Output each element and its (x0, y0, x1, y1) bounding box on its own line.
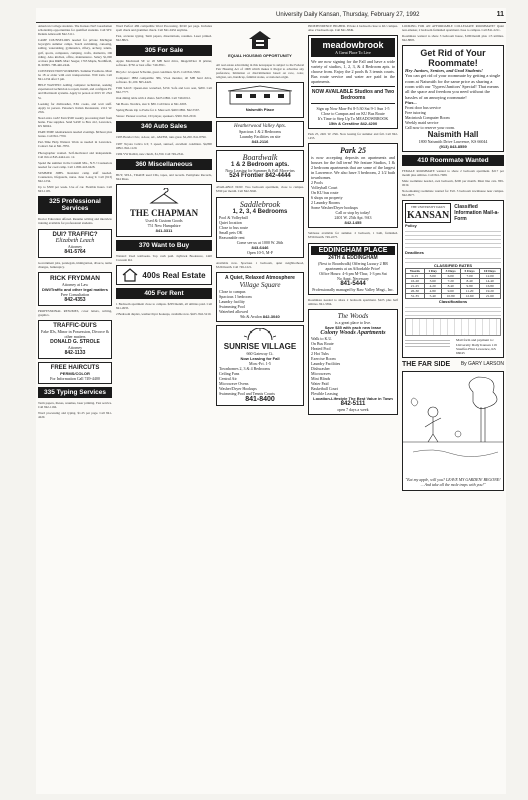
park25-title: Park 25 (340, 146, 366, 156)
ad-text: Computer: IBM compatible 386, VGA monitor, 40 MB hard drive, software. $1,100. 865-4422. (116, 75, 212, 84)
chapman-hanger-icon (149, 188, 179, 206)
classified-text (116, 59, 212, 118)
heatherwood-note: Laundry Facilities on site (239, 134, 281, 140)
park25-address: 2401 W. 25th Apt. 9A3 (334, 215, 372, 221)
ad-text: CAMP COUNSELORS needed for private Michigan boys/girls summer camps. Teach swimming, canoeing, sailing, waterskiing, gymnastics, riflery, archery, tennis, golf, sports, computers, camping, crafts, dramatics, OR riding. Also kitchen, office, maintenance. Salary $1,000 or more plus R&B. Marc Seeger, 1765 Maple, Northfield, IL 60093. 708-446-2444. (38, 38, 112, 67)
feature-item: Microwave Ovens (219, 380, 249, 386)
ad-text: LOOKING FOR AN AFFORDABLE COLLEGIATE ROOMMATE? Quiet non-smoker, 2 bedroom furnished apartment close to campus. Call 841-2211. (402, 24, 504, 33)
ad-text: PART-TIME telemarketers needed evenings. $6/hour plus bonus. Call 841-7700. (38, 130, 112, 139)
table-cell: 14.40 (479, 279, 500, 284)
eddingham-phone: 841-5444 (340, 280, 366, 287)
ad-text: Stereo: Pioneer receiver, CD player, speakers. $300. 843-2019. (116, 114, 197, 119)
ad-text: Looking for dishwasher, P.M. cooks, and wait staff. Apply in person. Paisano's Italian Restaurant, 2112 W. 25th. (38, 101, 112, 114)
section-header-typing: 335 Typing Services (38, 387, 112, 398)
table-cell: 21-25 (406, 284, 425, 289)
classified-text (116, 135, 212, 155)
section-header-roommate-wanted: 410 Roommate Wanted (402, 155, 504, 166)
eddingham-text: (Next to Boardwalk) Offering Luxury 2 BR apartments at an Affordable Price! (318, 260, 388, 271)
ad-text: Roommate needed to share 2 bedroom apartment. $225 plus half utilities. 841-3394. (308, 297, 398, 306)
ad-text: 1984 VW Rabbit, new clutch, $1,350. Call 749-2341. (116, 151, 185, 156)
feature-item: On Bus Route (311, 340, 334, 346)
ad-text: 1 Bedroom apartment close to campus. $295/month, all utilities paid. Call 841-4935. (116, 302, 212, 311)
section-header-for-sale: 305 For Sale (116, 45, 212, 56)
village-address: 9th & Avalon (240, 313, 262, 319)
table-cell: 6.00 (441, 274, 460, 279)
meadowbrook-title: meadowbrook (322, 40, 384, 51)
feature-item: On KU bus route (311, 190, 339, 196)
table-cell: 10.80 (441, 294, 460, 299)
table-cell: 9.60 (441, 289, 460, 294)
table-cell: 31-35 (406, 294, 425, 299)
feature-item: Laundry facility (219, 298, 245, 304)
feature-item: Basketball Court (311, 385, 338, 391)
equal-housing-label: EQUAL HOUSING OPPORTUNITY (228, 53, 292, 58)
naismith-place-title: Naismith Place (245, 107, 275, 113)
feature-item: Close to bus route (219, 224, 248, 230)
far-side-title: THE FAR SIDE (402, 361, 451, 369)
column-5 (402, 24, 504, 792)
table-cell: 8.40 (441, 284, 460, 289)
ad-text: Roommate wanted to share 3 bedroom house, $190/month plus 1/3 utilities. 842-8805. (402, 34, 504, 43)
meadowbrook-phone: 842-4200 (360, 121, 378, 127)
dui-title: DUI? TRAFFIC? (52, 231, 98, 238)
ad-text: Word processing and typing. $1.25 per page. Call 841-4220. (38, 411, 112, 420)
boardwalk-phone: 842-4444 (265, 173, 291, 180)
ad-text: Non-smoking roommate wanted for Fall. 3 bedroom townhouse near campus. 842-9977. (402, 189, 504, 198)
feature-item: Close to campus (219, 288, 246, 294)
dui-role: Attorney (67, 243, 83, 249)
table-cell: 21.60 (479, 294, 500, 299)
heatherwood-phone: 843-2116 (251, 139, 269, 145)
ad-text: AVAILABLE NOW. Two bedroom apartment, close to campus. $390 per month. Call 842-3040. (216, 185, 304, 194)
far-side-caption: "Eat my apple, will you? LEAVE MY GARDEN! BEGONE! ... And take all the mole traps with you!" (405, 477, 501, 488)
woods-tagline: Location-Lifestyle The Best Value in Town (313, 395, 393, 401)
feature-item: Free tutoring (405, 109, 426, 115)
feature-item: Weekly maid service (405, 119, 439, 125)
real-estate-banner (116, 265, 212, 285)
equal-housing-icon (247, 29, 273, 51)
ad-text: PROFESSIONAL RESUMES, cover letters, writing, graphics. (38, 308, 112, 317)
sunrise-hours: Mon.-Fri. 1-5 (249, 360, 271, 366)
traffic-role: Attorney (67, 344, 83, 350)
chapman-ad (116, 184, 212, 237)
roommate-ad-text: You can get rid of your roommate by getting a single room at Naismith for the same price as sharing a room with our 'Typers/Janitors' Special! That means all the space and freedom you need without the hassles of an annoying roommate! (405, 73, 501, 100)
far-side-author: By GARY LARSON (460, 361, 504, 368)
ad-text: Spend the summer in the Catskill Mts., N.Y.! Counselors needed for coed camp. Call 1-800-443-6428. (38, 160, 112, 169)
heatherwood-sub: Spacious 1 & 2 Bedrooms (239, 129, 281, 135)
sunrise-village-ad (216, 325, 304, 406)
village-features (219, 289, 301, 314)
naismith-place-ad (216, 82, 304, 118)
saddlebrook-beds: 1, 2, 3, 4 Bedrooms (232, 208, 288, 215)
haircuts-note: For Information Call 749-4400 (50, 375, 100, 381)
feature-item: Ceiling Fans (219, 370, 240, 376)
sunrise-lease: Now Leasing for Fall (240, 355, 280, 361)
feature-item: Central Air (219, 375, 237, 381)
table-cell: 5.40 (424, 294, 441, 299)
kansan-rates-heading: CLASSIFIED RATES (433, 263, 473, 269)
woods-phone: 842-5111 (340, 400, 366, 407)
saddlebrook-hours: Open 10-5, M-F (246, 249, 274, 255)
section-header-want-to-buy: 370 Want to Buy (116, 240, 212, 251)
roommate-ad-tagline: Hey Juniors, Seniors, and Grad Students! (405, 68, 483, 74)
rates-column-header: 10 Days (479, 269, 500, 274)
boardwalk-lease: Now Leasing for Summer & Fall Move-ins (225, 168, 295, 174)
ad-text: Wanted: Used textbooks. Top cash paid. Jayhawk Bookstore, 1420 Crescent Rd. (116, 253, 212, 263)
rates-table (405, 268, 501, 299)
roommate-ad-features (405, 105, 501, 125)
sunrise-address: 660 Gateway Ct. (246, 350, 274, 356)
mail-to-address: University Daily Kansan 119 Stauffer-Flint Lawrence, KS 66045 (456, 343, 497, 356)
frydman-services: DWI/Traffic and other legal matters (41, 286, 108, 292)
ad-text: Park 25, 2401 W. 25th. Now leasing for summer and fall. Call 842-1455. (308, 132, 398, 141)
table-cell: 7.00 (460, 274, 479, 279)
meadowbrook-tagline: It's Time to Step Up To MEADOWBROOK (317, 116, 389, 122)
sunrise-features (219, 366, 301, 396)
village-square-ad (216, 272, 304, 322)
ad-text: Up to $500 per week. Use of car. Flexible hours. Call 843-1105. (38, 185, 112, 194)
traffic-title: TRAFFIC-DUI'S (53, 322, 97, 329)
eddingham-ad (308, 243, 398, 295)
heatherwood-ad (216, 121, 304, 147)
naismith-hall-title: Naismith Hall (427, 129, 479, 139)
newspaper-page (36, 8, 506, 794)
woods-features (311, 336, 395, 396)
eddingham-hours: Office Hours: 4-6 pm M-Thur, 1-3 pm Sat (319, 270, 387, 276)
feature-item: Waterbed allowed (219, 308, 248, 314)
ad-text: 1987 Toyota Celica GT, 5 speed, sunroof, excellent condition. $4,800 OBO. 842-1120. (116, 141, 212, 150)
dui-name: Elizabeth Leach (55, 237, 95, 244)
traffic-ad (38, 320, 112, 359)
table-cell: 7.20 (441, 279, 460, 284)
frydman-role: Attorney at Law (61, 281, 89, 287)
table-cell: 26-30 (406, 289, 425, 294)
publication-line: University Daily Kansan, Thursday, February 27, 1992 (276, 12, 420, 18)
naismith-roommate-ad (402, 45, 504, 151)
roommate-ad-plus: Plus... (405, 99, 417, 105)
ad-text: American College students. The Kansas Nat'l Guardsmen scholarship opportunities for qualified students. Call SFC Dennis Ainsworth 842-3111. (38, 24, 112, 37)
meadowbrook-address: 15th & Crestline (328, 121, 360, 127)
saddlebrook-address: Come see us at 1000 W. 26th (236, 239, 284, 245)
table-cell: 16-20 (406, 279, 425, 284)
frydman-note: Free Consultation (60, 291, 90, 297)
page-header (36, 8, 506, 23)
table-cell: 11.20 (460, 289, 479, 294)
chapman-address: 751 New Hampshire (147, 222, 181, 228)
saddlebrook-ad (216, 197, 304, 258)
ad-text: Male roommate needed, own bedroom, $200 per month. Must like cats. 865-0019. (402, 179, 504, 188)
mail-to-label: Mail form and payment to: (456, 338, 494, 343)
feature-item: Reasonable rent (219, 234, 245, 240)
kansan-masthead: KANSAN (407, 210, 450, 222)
meadowbrook-availability: NOW AVAILABLE Studios and Two Bedrooms (311, 89, 395, 102)
feature-item: Dishwasher (311, 365, 330, 371)
table-cell: 19.20 (479, 289, 500, 294)
feature-item: 2 Hot Tubs (311, 350, 329, 356)
building-illustration-icon (220, 85, 300, 105)
table-cell: 9.80 (460, 284, 479, 289)
far-side-header (402, 361, 504, 368)
boardwalk-sub: 1 & 2 Bedroom apts. (230, 162, 289, 169)
sunrise-icon (242, 328, 278, 340)
feature-item: Volleyball Court (311, 185, 338, 191)
table-cell: 4.80 (424, 289, 441, 294)
classified-text (402, 24, 504, 42)
far-side-cartoon (402, 371, 504, 491)
eddingham-address: 24TH & EDDINGHAM (328, 254, 378, 261)
feature-item: 2 Pools (311, 180, 323, 186)
feature-item: 2 Laundry Rooms (311, 200, 340, 206)
table-cell: 0-15 (406, 274, 425, 279)
rates-column-header: Words (406, 269, 425, 274)
feature-item: Microwaves (311, 370, 331, 376)
ad-text: Oak dining table with 4 chairs. $225 OBO. Call 749-0012. (116, 96, 191, 101)
section-header-professional: 325 Professional Services (38, 196, 112, 214)
table-cell: 8.40 (460, 279, 479, 284)
frydman-ad (38, 272, 112, 306)
park25-phone: 842-1455 (344, 220, 362, 226)
ad-text: 1985 Honda Civic, 4-door, AC, AM/FM, runs great. $2,200. 841-8790. (116, 135, 207, 140)
sunrise-phone: 841-8400 (245, 395, 275, 403)
meadowbrook-bus: Close to Campus and on KU Bus Route (321, 111, 385, 117)
meadowbrook-subtitle: A Great Place To Live (335, 50, 371, 56)
heatherwood-title: Heatherwood Valley Apts. (234, 124, 286, 130)
park25-ad (308, 143, 398, 228)
ad-text: Ski Boots. Nordica, size 9. $80. Call Dave at 841-6303. (116, 102, 187, 107)
real-estate-title: 400s Real Estate (142, 270, 206, 280)
dui-ad (38, 229, 112, 258)
table-cell: 4.20 (424, 284, 441, 289)
woods-title: The Woods (337, 311, 369, 320)
feature-item: Exercise Room (311, 355, 336, 361)
name-address-field[interactable] (405, 338, 450, 348)
frydman-phone: 842-4353 (64, 296, 86, 303)
feature-item: Quiet location (219, 219, 242, 225)
boardwalk-title: Boardwalk (242, 153, 278, 163)
haircuts-ad (38, 362, 112, 384)
kansan-deadline-heading: Deadlines (405, 250, 424, 256)
ad-text: BUY, SELL, TRADE used CDs, tapes, and records. Pennylane Records, 844 Mass. (116, 172, 212, 181)
feature-item: Swimming Pool and Tennis Courts (219, 390, 275, 396)
village-phone: 842-3040 (262, 313, 280, 319)
woods-hours: open 7 days a week (337, 406, 369, 412)
ad-text: FOR SALE: Queen-size waterbed, $150. Sofa and love seat, $200. Call 842-7777. (116, 85, 212, 94)
house-icon (122, 268, 138, 282)
table-cell: 16.80 (479, 284, 500, 289)
ad-text: Part-Time Help Wanted. Work as needed in Lawrence. Contact Jan at 841-7855. (38, 140, 112, 149)
ad-text: Available now. Spacious 1 bedroom, quiet neighborhood, $320/month. Call 749-1221. (216, 260, 304, 269)
ad-text: 2 Bedroom duplex, washer/dryer hookups, available now. $425. 842-5210. (116, 312, 212, 317)
rates-column-header: 3 Days (441, 269, 460, 274)
table-cell: 3.00 (424, 274, 441, 279)
ad-text: HELP WANTED: Adding computer technician, seeking experienced technician to repair, install, and configure PC and Macintosh systems. Apply in person at 2015 W. 23rd St. (38, 83, 112, 100)
ad-copy-grid[interactable] (405, 318, 501, 336)
table-cell: 12.60 (460, 294, 479, 299)
kansan-classifications-heading: Classifications (438, 299, 468, 305)
haircuts-title: FREE HAIRCUTS (50, 364, 100, 371)
cartoon-illustration-icon (403, 372, 503, 472)
feature-item: 6 shops on property (311, 195, 343, 201)
chapman-title: THE CHAPMAN (129, 207, 199, 218)
sunrise-title: SUNRISE VILLAGE (223, 341, 297, 351)
roommate-ad-call: Call now to reserve your room. (405, 124, 455, 130)
ad-text: All real estate advertising in this newspaper is subject to the Federal Fair Housing Act of 1968 which makes it illegal to advertise any preference, limitation or discrimination based on race, color, religion, sex, handicap, familial status, or national origin. (216, 63, 304, 80)
ad-text: Spring Break trip to Padre for 2. Must sell. $400 OBO. 842-5567. (116, 108, 200, 113)
page-number: 11 (496, 11, 504, 18)
section-header-for-rent: 405 For Rent (116, 288, 212, 299)
saddlebrook-title: Saddlebrook (239, 199, 281, 209)
eddingham-appointment: No Appt. Necessary (336, 275, 370, 281)
equal-housing-ad (216, 27, 304, 60)
ad-text: Sublease available for summer. 2 bedroom, 1 bath, furnished. $350/month. 749-2275. (308, 231, 398, 240)
ad-text: Doctor Education offered. Resume writing and interview training available for professional students. (38, 217, 112, 226)
column-4 (308, 24, 398, 792)
ad-text: Apple Macintosh SE w/ 20 MB hard drive, ImageWriter II printer, software. $750 or best offer. 749-3811. (116, 59, 212, 68)
woods-savings: Save $35 with each new lease (324, 324, 382, 330)
feature-item: Mini Blinds (311, 375, 331, 381)
feature-item: Flexible Leasing (311, 390, 338, 396)
park25-text: is now accepting deposits on apartments and houses for the fall term! We feature Studios, 1 & 2 bedroom apartments that are some of the largest in Lawrence. We also have 3 bedroom, 2 1/2 bath townhomes. (311, 155, 395, 181)
eddingham-title: EDDINGHAM PLACE (311, 246, 395, 255)
naismith-hall-phone: (913) 843-8559 (439, 143, 467, 149)
column-3 (216, 24, 304, 792)
section-header-auto-sales: 340 Auto Sales (116, 121, 212, 132)
feature-item: Laundry Facilities (311, 360, 341, 366)
feature-item: Walk to K.U. (311, 335, 333, 341)
rates-header-row (406, 269, 501, 274)
woods-subtitle: is a great place to live. (335, 319, 371, 325)
traffic-name: DONALD G. STROLE (50, 338, 100, 345)
ad-text: Fast, accurate typing. Term papers, dissertations, resumes. Laser printed. 842-8821. (116, 34, 212, 43)
dui-phone: 841-5764 (64, 248, 86, 255)
section-header-miscellaneous: 360 Miscellaneous (116, 159, 212, 170)
rates-column-header: 1 Day (424, 269, 441, 274)
ad-text: Government jobs, paralegals, immigration, divorce, name changes, bankruptcy. (38, 260, 112, 269)
rates-column-header: 5 Days (460, 269, 479, 274)
feature-item: Heated Pool (311, 345, 331, 351)
feature-item: Some Washer/Dryer hookups (311, 205, 358, 211)
park25-features (311, 180, 395, 210)
ad-text: Word Perfect 486 compatible Word Processing. $0.90 per page. Includes spell check and grammar check. Call 841-0432 anytime. (116, 24, 212, 33)
kansan-mail-form (402, 200, 504, 358)
chapman-phone: 841-3311 (155, 227, 173, 233)
ad-text: Photographer wanted. Self-motivated and independent. Call Jim at 843-4444 ext. 12. (38, 150, 112, 159)
roommate-ad-title: Get Rid of Your Roommate! (420, 48, 486, 69)
meadowbrook-hours: Sign up Now Mon-Fri 8-5:30 Sat 9-1 Sun 1-5 (316, 106, 390, 112)
feature-item: Townhomes 2, 3 & 4 Bedrooms (219, 365, 271, 371)
feature-item: Spacious 1 bedroom (219, 293, 252, 299)
column-1 (38, 24, 112, 792)
column-2 (116, 24, 212, 792)
classified-text (402, 169, 504, 198)
ad-text: Need extra cash? Earn $500 weekly processing mail from home. Free supplies. Send SASE to Box 412, Lawrence, KS 66044. (38, 115, 112, 129)
kansan-policy-heading: Policy (405, 223, 417, 229)
saddlebrook-phone: 843-6446 (251, 244, 269, 250)
ad-text: Bicycle: 12-speed Schwinn, great condition. $125. Call 841-5500. (116, 69, 201, 74)
feature-item: Water Paid (311, 380, 329, 386)
village-title: Village Square (239, 280, 281, 289)
classified-text (38, 401, 112, 419)
feature-item: Washer/Dryer Hookups (219, 385, 257, 391)
kansan-form-title: Classified Information Mail-a-Form (454, 204, 499, 223)
classified-text (116, 302, 212, 316)
kansan-subtitle: THE UNIVERSITY DAILY (410, 205, 446, 210)
feature-item: Macintosh Computer Room (405, 114, 450, 120)
classified-text (116, 24, 212, 42)
saddlebrook-features (219, 215, 301, 240)
ad-text: CONSTRUCTION WORKERS. Summer Positions. Must be 18 or older with own transportation. Will train. Call 841-1234 after 5 pm. (38, 68, 112, 82)
classified-text (38, 24, 112, 193)
feature-item: Front door bus service (405, 104, 441, 110)
chapman-sub: Used & Custom Goods (145, 217, 183, 223)
feature-item: Pool & Volleyball (219, 214, 248, 220)
table-cell: 12.00 (479, 274, 500, 279)
colony-woods-ad (308, 309, 398, 415)
meadowbrook-text: We are now signing for the Fall and have a wide variety of studios, 1, 2, 3, & 4 Bedroom apts. to choose from. Enjoy the 2 pools & 3 tennis courts. Bus route service and water are paid in the apartments. (311, 59, 395, 85)
traffic-sub: Fake IDs, Minor in Possession, Divorce & other matters (41, 328, 109, 339)
feature-item: Swimming Pool (219, 303, 245, 309)
eddingham-management: Professionally managed by Raw Valley Mngt., Inc. (312, 286, 394, 292)
boardwalk-address: 524 Frontier (229, 173, 264, 180)
table-row (406, 294, 501, 299)
frydman-name: RICK FRYDMAN (50, 274, 100, 282)
ad-text: INDEPENDENCE HIGHER. Private 4 bedroom close to KU campus. Also 2 bedroom apt. Call 841-3849. (308, 24, 398, 33)
boardwalk-ad (216, 150, 304, 182)
feature-item: Small pets OK (219, 229, 243, 235)
woods-name: Colony Woods Apartments (320, 329, 386, 336)
park25-call: Call or stop by today! (335, 210, 371, 216)
naismith-hall-address: 1800 Naismith Drive Lawrence, KS 66044 (418, 138, 488, 144)
meadowbrook-ad (308, 35, 398, 129)
ad-text: FEMALE ROOMMATE wanted to share 2 bedroom apartment. $217 per month plus utilities. Call 841-7689. (402, 168, 504, 177)
haircuts-sub: PERMS/COLOR (60, 370, 90, 376)
ad-text: SUMMER JOBS. Resident camp staff needed. Counselors, lifeguards, nurse. June 3-Aug 9. Call (913) 842-1234. (38, 170, 112, 184)
ad-text: Term papers, theses, resumes, laser printing. Fast service. Call 842-1166. (38, 400, 112, 410)
village-tagline: A Quiet, Relaxed Atmosphere (225, 274, 295, 281)
table-cell: 3.60 (424, 279, 441, 284)
traffic-phone: 842-1133 (64, 349, 86, 356)
